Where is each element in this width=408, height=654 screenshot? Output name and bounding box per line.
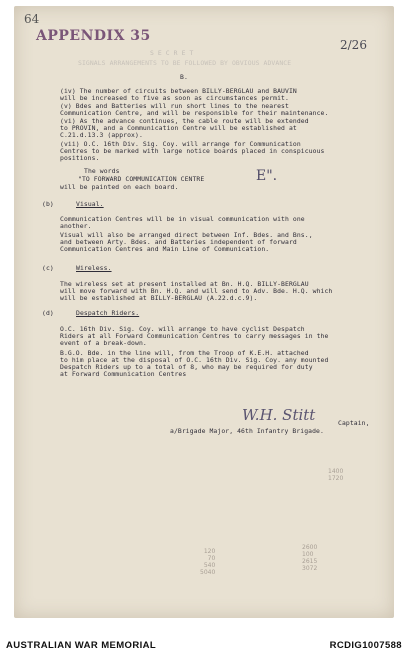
section-b-label: (b) [42, 200, 54, 208]
archive-name: AUSTRALIAN WAR MEMORIAL [6, 640, 157, 651]
despatch-paragraph-1: O.C. 16th Div. Sig. Coy. will arrange to have cyclist Despatch Riders at all Forward Communication Centres to carry messages in the event of a break-down. [60, 325, 329, 347]
section-letter: B. [180, 73, 188, 81]
pencil-note-right: 1400 1720 [328, 468, 344, 482]
appendix-stamp: APPENDIX 35 [36, 28, 151, 44]
words-intro: The words [84, 167, 120, 175]
words-quote: "TO FORWARD COMMUNICATION CENTRE [78, 175, 205, 183]
corner-number: 64 [24, 12, 40, 26]
wireless-paragraph: The wireless set at present installed at Bn. H.Q. BILLY-BERGLAU will move forward with Bn. H.Q. and will send to Adv. Bde. H.Q. which will be established at BILLY-BERGLAU (A.22.d.c.9). [60, 280, 333, 302]
document-heading: SIGNALS ARRANGEMENTS TO BE FOLLOWED BY OBVIOUS ADVANCE [78, 59, 292, 67]
section-c-heading: Wireless. [76, 264, 112, 272]
signature-rank: Captain, [338, 419, 370, 427]
paragraph-vii: (vii) O.C. 16th Div. Sig. Coy. will arrange for Communication Centres to be marked with large notice boards placed in conspicuous positions. [60, 140, 325, 162]
section-c-label: (c) [42, 264, 54, 272]
paragraph-v: (v) Bdes and Batteries will run short lines to the nearest Communication Centre, and will be responsible for their maintenance. [60, 102, 329, 117]
paragraph-iv: (iv) The number of circuits between BILLY-BERGLAU and BAUVIN will be increased to five as soon as circumstances permit. [60, 87, 297, 102]
pencil-note-bottom-left: 120 70 540 5040 [200, 548, 216, 576]
page-reference: 2/26 [340, 38, 367, 52]
visual-paragraph-1: Communication Centres will be in visual communication with one another. [60, 215, 305, 230]
security-classification: S E C R E T [150, 49, 194, 57]
section-d-heading: Despatch Riders. [76, 309, 140, 317]
words-after: will be painted on each board. [60, 183, 179, 191]
signature-title: a/Brigade Major, 46th Infantry Brigade. [170, 427, 324, 435]
handwritten-signature: W.H. Stitt [242, 406, 316, 424]
visual-paragraph-2: Visual will also be arranged direct between Inf. Bdes. and Bns., and between Arty. Bdes. and Batteries independent of forward Communication Centres and Main Line of Communication. [60, 231, 313, 253]
section-d-label: (d) [42, 309, 54, 317]
archive-id: RCDIG1007588 [329, 640, 402, 651]
despatch-paragraph-2: B.G.O. Bde. in the line will, from the Troop of K.E.H. attached to him place at the disposal of O.C. 16th Div. Sig. Coy. any mounted Despatch Riders up to a total of 8, who may be required for duty at Forward Communication Centres [60, 349, 329, 378]
handwritten-letter-e: E". [256, 168, 278, 184]
pencil-note-bottom-right: 2600 100 2615 3072 [302, 544, 318, 572]
section-b-heading: Visual. [76, 200, 104, 208]
paragraph-vi: (vi) As the advance continues, the cable route will be extended to PROVIN, and a Communication Centre will be established at C.21.d.13.3 (approx). [60, 117, 309, 139]
